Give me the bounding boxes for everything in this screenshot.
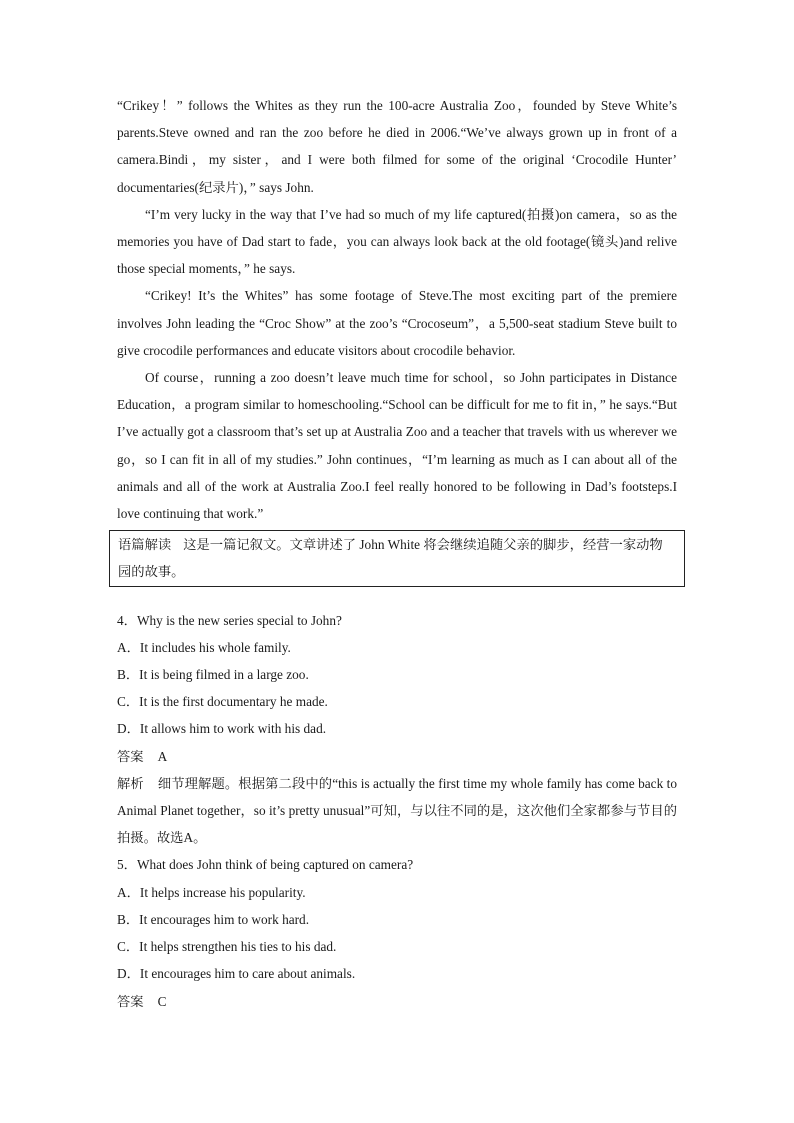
answer-label: 答案 — [117, 748, 144, 764]
passage-paragraph-4: Of course，running a zoo doesn’t leave much time for school，so John participates in Distance Education，a program similar to homeschooling.“School can be difficult for me to fit in，” he says.“But I’ve actually got a classroom that’s set up at Australia Zoo and a teacher that travels with us wherever we go，so I can fit in all of my studies.” John continues，“I’m learning as much as I can about all of the animals and all of the work at Australia Zoo.I feel really honored to be following in Dad’s footsteps.I love continuing that work.” — [117, 370, 677, 522]
question-4-option-a: A．It includes his whole family. — [117, 639, 291, 655]
question-4-stem: 4．Why is the new series special to John? — [117, 612, 342, 628]
analysis-label: 解析 — [117, 775, 144, 791]
question-4-option-d: D．It allows him to work with his dad. — [117, 721, 327, 737]
question-4-option-b: B．It is being filmed in a large zoo. — [117, 667, 309, 683]
passage-paragraph-1: “Crikey！” follows the Whites as they run the 100-acre Australia Zoo，founded by Steve White’s parents.Steve owned and ran the zoo before he died in 2006.“We’ve always grown up in front of a camera.Bindi，my sister，and I were both filmed for some of the original ‘Crocodile Hunter’ documentaries(纪录片)，” says John. — [117, 98, 677, 195]
question-4 — [117, 607, 677, 852]
reading-note-text: 这是一篇记叙文。文章讲述了 John White 将会继续追随父亲的脚步，经营一家动物园的故事。 — [118, 537, 663, 580]
passage-paragraph-2: “I’m very lucky in the way that I’ve had so much of my life captured(拍摄)on camera，so as the memories you have of Dad start to fade，you can always look back at the old footage(镜头)and relive those special moments，” he says. — [117, 206, 677, 277]
question-5-option-d: D．It encourages him to care about animals. — [117, 966, 356, 982]
question-5-stem: 5．What does John think of being captured on camera? — [117, 857, 414, 873]
answer-value: A — [157, 748, 168, 764]
question-4-analysis — [117, 770, 677, 852]
question-5-answer — [117, 988, 677, 1015]
question-5-option-a: A．It helps increase his popularity. — [117, 884, 306, 900]
question-4-answer — [117, 743, 677, 770]
answer-value: C — [157, 993, 167, 1009]
question-5-option-c: C．It helps strengthen his ties to his dad. — [117, 939, 337, 955]
passage-paragraph-3: “Crikey! It’s the Whites” has some footage of Steve.The most exciting part of the premiere involves John leading the “Croc Show” at the zoo’s “Crocoseum”，a 5,500-seat stadium Steve built to give crocodile performances and educate visitors about crocodile behavior. — [117, 288, 677, 358]
reading-note-label: 语篇解读 — [118, 537, 172, 553]
analysis-text: 细节理解题。根据第二段中的“this is actually the first time my whole family has come back to Animal Planet together，so it’s pretty unusual”可知，与以往不同的是，这次他们全家都参与节目的拍摄。故选A。 — [117, 775, 677, 846]
question-5-option-b: B．It encourages him to work hard. — [117, 911, 310, 927]
reading-note-box — [109, 530, 685, 586]
question-4-option-c: C．It is the first documentary he made. — [117, 694, 328, 710]
document-page — [117, 92, 677, 1015]
answer-label: 答案 — [117, 993, 144, 1009]
question-5 — [117, 851, 677, 1014]
